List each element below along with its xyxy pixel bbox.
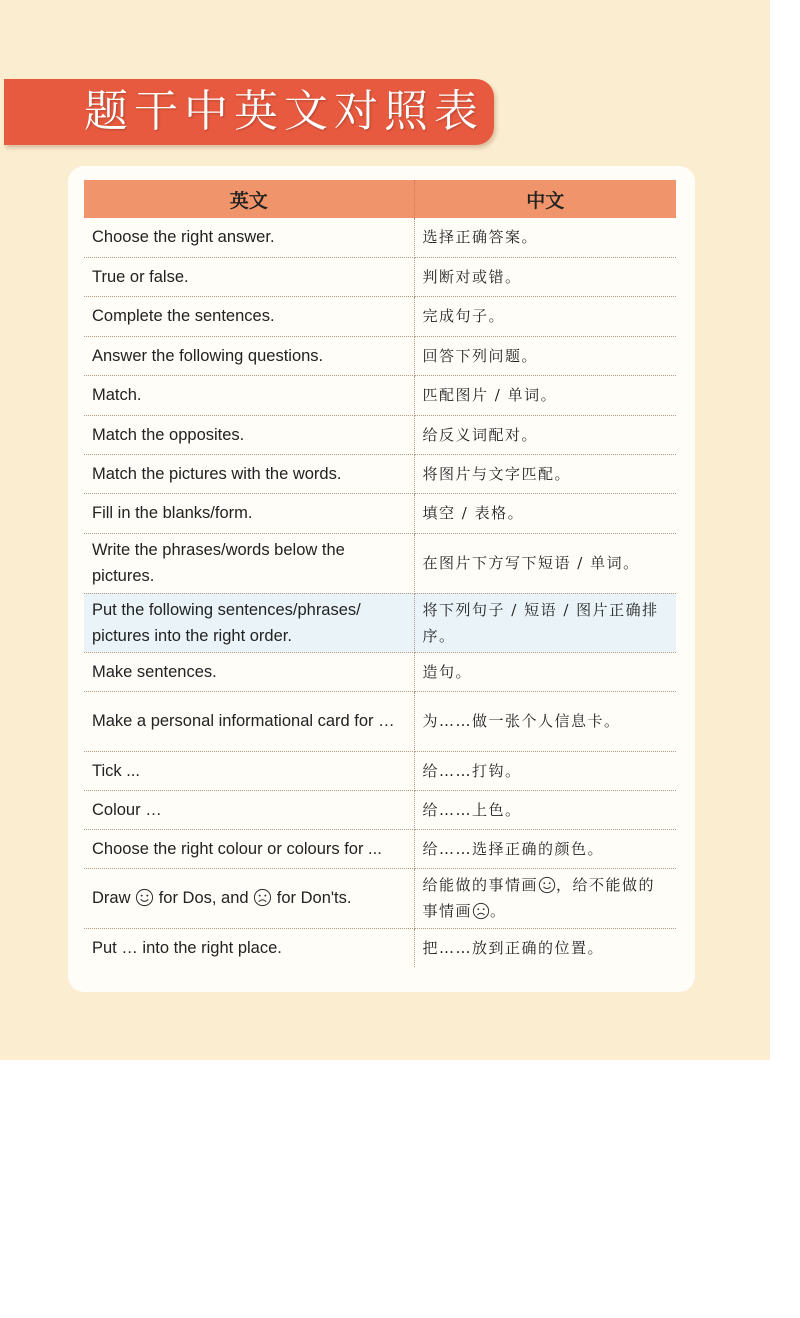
page-title: 题干中英文对照表 [84,86,484,137]
chinese-text-part: 给能做的事情画 [422,876,539,894]
english-text-part: Draw [92,889,131,907]
table-row [84,454,676,493]
english-text-part: for Don'ts. [276,889,352,907]
table-row [84,829,676,868]
table-row [84,415,676,454]
smiley-sad-icon [253,888,272,907]
english-cell: Make a personal informational card for … [84,691,414,751]
chinese-cell: 匹配图片 / 单词。 [414,375,676,415]
english-cell: Make sentences. [84,652,414,691]
table-header-row [84,180,676,218]
table-row [84,593,676,652]
chinese-cell: 回答下列问题。 [414,336,676,375]
table-row [84,375,676,415]
chinese-text-part: ，给不能做的事情画 [422,876,656,920]
table-row [84,493,676,533]
english-cell: Complete the sentences. [84,296,414,336]
chinese-cell: 在图片下方写下短语 / 单词。 [414,533,676,593]
table-row [84,691,676,751]
chinese-cell: 给……选择正确的颜色。 [414,829,676,868]
chinese-cell: 造句。 [414,652,676,691]
chinese-cell: 给……上色。 [414,790,676,829]
chinese-cell: 完成句子。 [414,296,676,336]
chinese-cell: 填空 / 表格。 [414,493,676,533]
table-row [84,652,676,691]
english-cell: True or false. [84,257,414,296]
table-row [84,533,676,593]
table-row [84,790,676,829]
english-cell: Match the opposites. [84,415,414,454]
header-chinese: 中文 [414,180,676,218]
title-banner [4,79,494,145]
instruction-table [84,180,676,967]
chinese-cell: 给……打钩。 [414,751,676,790]
table-row [84,218,676,257]
chinese-cell: 将下列句子 / 短语 / 图片正确排序。 [414,593,676,652]
chinese-cell: 给反义词配对。 [414,415,676,454]
chinese-cell: 选择正确答案。 [414,218,676,257]
table-row [84,336,676,375]
chinese-cell: 为……做一张个人信息卡。 [414,691,676,751]
english-cell: Fill in the blanks/form. [84,493,414,533]
table-card [68,166,695,992]
table-row [84,868,676,928]
english-cell [84,868,414,928]
header-english: 英文 [84,180,414,218]
smiley-happy-icon [538,876,556,894]
table-row [84,751,676,790]
smiley-sad-icon [472,902,490,920]
english-cell: Put the following sentences/phrases/ pictures into the right order. [84,593,414,652]
smiley-happy-icon [135,888,154,907]
chinese-cell: 判断对或错。 [414,257,676,296]
english-cell: Answer the following questions. [84,336,414,375]
english-cell: Put … into the right place. [84,928,414,967]
english-cell: Colour … [84,790,414,829]
chinese-cell [414,868,676,928]
english-cell: Choose the right answer. [84,218,414,257]
chinese-cell: 将图片与文字匹配。 [414,454,676,493]
table-row [84,257,676,296]
english-cell: Tick ... [84,751,414,790]
table-row [84,296,676,336]
english-cell: Match the pictures with the words. [84,454,414,493]
chinese-text-part: 。 [490,902,507,920]
chinese-cell: 把……放到正确的位置。 [422,938,605,957]
english-cell: Write the phrases/words below the pictures. [84,533,414,593]
english-cell: Match. [84,375,414,415]
english-text-part: for Dos, and [158,889,249,907]
english-cell: Choose the right colour or colours for ... [84,829,414,868]
table-row [84,928,676,967]
